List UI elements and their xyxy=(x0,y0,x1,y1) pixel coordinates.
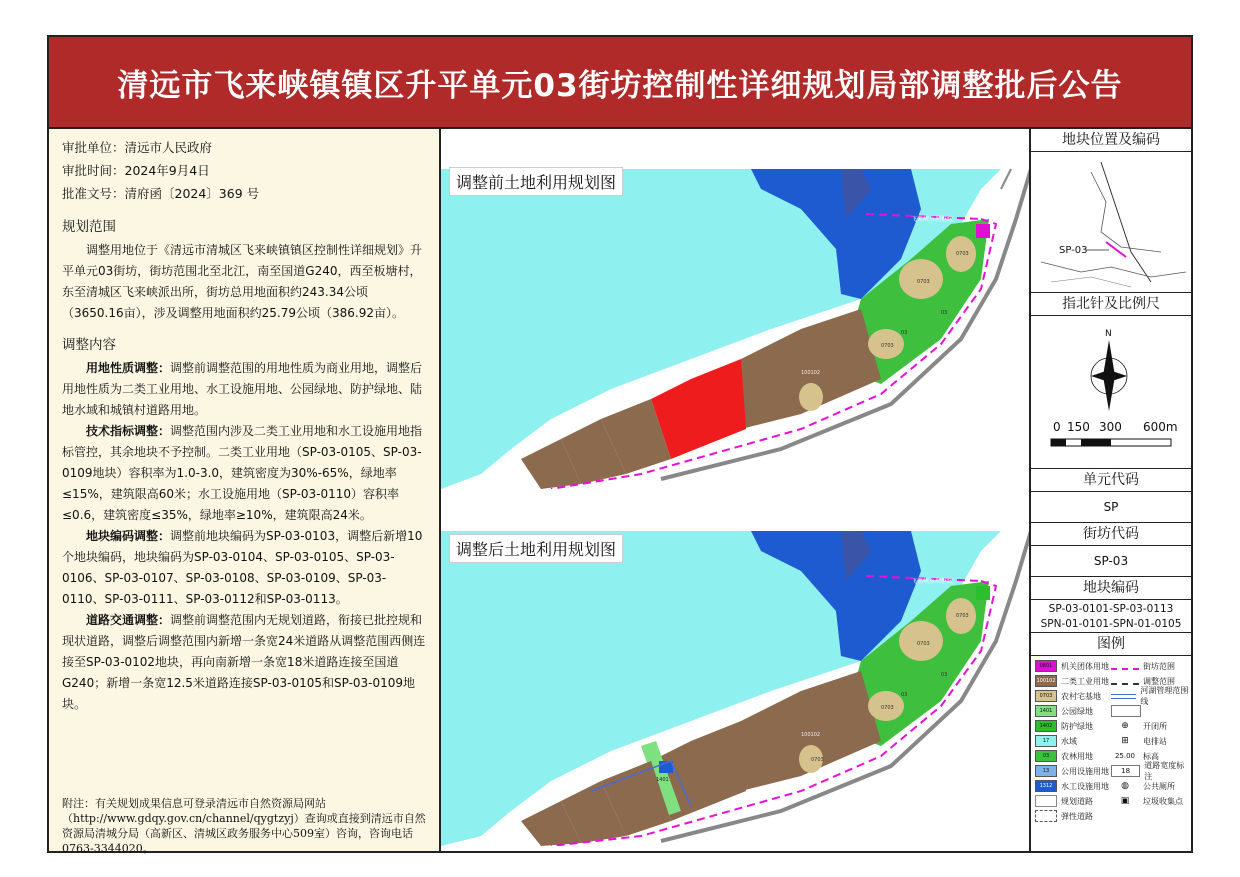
road-width-symbol: 18 xyxy=(1111,765,1140,777)
parcel-codes xyxy=(1031,600,1191,633)
parcel-code: 03 xyxy=(941,310,948,316)
parcel-code: 0703 xyxy=(881,705,894,711)
legend-label: 水工设施用地 xyxy=(1061,781,1109,791)
legend-label: 水域 xyxy=(1061,736,1077,746)
parcel-code: 100102 xyxy=(801,732,821,738)
legend-item xyxy=(1111,686,1191,706)
legend-label: 二类工业用地 xyxy=(1061,676,1109,686)
pump-station-icon: ⊞ xyxy=(1121,736,1129,746)
legend-heading: 图例 xyxy=(1031,633,1191,656)
legend-label: 农林用地 xyxy=(1061,751,1093,761)
north-letter: N xyxy=(1105,329,1112,339)
legend-label: 规划道路 xyxy=(1061,796,1093,806)
approve-date: 审批时间：2024年9月4日 xyxy=(62,163,210,178)
legend-swatch xyxy=(1035,810,1057,822)
legend-swatch: 0801 xyxy=(1035,660,1057,672)
content-item-roads xyxy=(62,610,427,715)
block-heading: 街坊代码 xyxy=(1031,523,1191,546)
before-map-label: 调整前土地利用规划图 xyxy=(449,167,623,196)
legend xyxy=(1031,656,1191,826)
legend-item xyxy=(1035,750,1093,762)
parcel-label-symbol xyxy=(1111,705,1141,717)
content-heading: 调整内容 xyxy=(62,337,116,353)
content-item-text: 调整范围内涉及二类工业用地和水工设施用地指标管控，其余地块不予控制。二类工业用地（SP-03-0105、SP-03-0109地块）容积率为1.0-3.0，建筑密度为30%-65%，绿地率≤15%，建筑限高60米；水工设施用地（SP-03-0110）容积率≤0.6，建筑密度≤35%，绿地率≥10%，建筑限高24米。 xyxy=(62,424,423,522)
switch-station-icon: ⊕ xyxy=(1121,721,1129,731)
legend-item xyxy=(1035,765,1109,777)
unit-code: SP xyxy=(1031,492,1191,523)
reservoir-label: 飞来峡水利枢纽 xyxy=(911,578,954,585)
content-item-label: 技术指标调整： xyxy=(86,424,171,438)
parcel-code: 0703 xyxy=(956,613,969,619)
legend-swatch: 1402 xyxy=(1035,720,1057,732)
doc-number: 批准文号：清府函〔2024〕369 号 xyxy=(62,186,260,201)
parcel-heading: 地块编码 xyxy=(1031,577,1191,600)
location-tag: SP-03 xyxy=(1059,245,1088,256)
content-item-label: 道路交通调整： xyxy=(86,613,171,627)
legend-label: 农村宅基地 xyxy=(1061,691,1101,701)
scope-heading: 规划范围 xyxy=(62,219,116,235)
legend-item xyxy=(1111,705,1145,717)
legend-item xyxy=(1111,720,1167,732)
parcel-code: 0703 xyxy=(956,251,969,257)
legend-label: 公用设施用地 xyxy=(1061,766,1109,776)
content-item-text: 调整前地块编码为SP-03-0103，调整后新增10个地块编码，地块编码为SP-03-0104、SP-03-0105、SP-03-0106、SP-03-0107、SP-03-0108、SP-03-0109、SP-03-0110、SP-03-0111、SP-03-0112和SP-03-0113。 xyxy=(62,529,423,606)
toilet-icon: ◍ xyxy=(1121,781,1129,791)
parcel-code: 03 xyxy=(941,672,948,678)
legend-swatch: 1401 xyxy=(1035,705,1057,717)
legend-item xyxy=(1111,795,1183,807)
north-heading: 指北针及比例尺 xyxy=(1031,293,1191,316)
legend-item xyxy=(1035,810,1093,822)
legend-label: 机关团体用地 xyxy=(1061,661,1109,671)
legend-label: 河湖管理范围线 xyxy=(1140,686,1189,706)
legend-item xyxy=(1035,675,1109,687)
garbage-icon: ▣ xyxy=(1120,796,1130,806)
legend-swatch: 1312 xyxy=(1035,780,1057,792)
reservoir-label: 飞来峡水利枢纽 xyxy=(911,216,954,223)
location-map-svg xyxy=(1031,152,1191,292)
legend-item xyxy=(1035,690,1101,702)
legend-swatch: 100102 xyxy=(1035,675,1057,687)
info-panel xyxy=(49,129,441,855)
parcel-code: 03 xyxy=(901,330,908,336)
content-item-indicators xyxy=(62,421,427,526)
legend-label: 道路宽度标注 xyxy=(1144,761,1185,781)
parcel-code: 0703 xyxy=(881,343,894,349)
legend-item xyxy=(1111,735,1167,747)
right-panel xyxy=(1029,129,1191,851)
content-item-label: 地块编码调整： xyxy=(86,529,171,543)
approver: 审批单位：清远市人民政府 xyxy=(62,140,213,155)
legend-label: 公共厕所 xyxy=(1143,781,1175,791)
block-code: SP-03 xyxy=(1031,546,1191,577)
location-heading: 地块位置及编码 xyxy=(1031,129,1191,152)
content-item-text: 调整前调整范围的用地性质为商业用地，调整后用地性质为二类工业用地、水工设施用地、公园绿地、防护绿地、陆地水域和城镇村道路用地。 xyxy=(62,361,423,417)
legend-swatch: 03 xyxy=(1035,750,1057,762)
legend-item xyxy=(1111,780,1175,792)
legend-label: 调整范围 xyxy=(1143,676,1175,686)
legend-swatch xyxy=(1035,795,1057,807)
legend-label: 公园绿地 xyxy=(1061,706,1093,716)
content-item-codes xyxy=(62,526,427,610)
content-item-landuse xyxy=(62,358,427,421)
parcel-code: 100102 xyxy=(801,370,821,376)
parcel-codes-2: SPN-01-0101-SPN-01-0105 xyxy=(1040,618,1182,630)
content-item-text: 调整前调整范围内无规划道路，衔接已批控规和现状道路，调整后调整范围内新增一条宽24米道路从调整范围西侧连接至SP-03-0102地块，再向南新增一条宽18米道路连接至国道G240；新增一条宽12.5米道路连接SP-03-0105和SP-03-0109地块。 xyxy=(62,613,426,711)
scale-label: 300 xyxy=(1099,420,1122,434)
unit-heading: 单元代码 xyxy=(1031,469,1191,492)
legend-swatch: 0703 xyxy=(1035,690,1057,702)
legend-label: 电排站 xyxy=(1143,736,1167,746)
scale-label: 600m xyxy=(1143,420,1178,434)
scale-label: 0 xyxy=(1053,420,1061,434)
legend-label: 弹性道路 xyxy=(1061,811,1093,821)
footnote: 附注：有关规划成果信息可登录清远市自然资源局网站（http://www.gdqy.gov.cn/channel/qygtzyj）查询或直接到清远市自然资源局清城分局（高新区、清城区政务服务中心509室）咨询，咨询电话0763-3344020。 xyxy=(62,797,426,855)
legend-swatch: 13 xyxy=(1035,765,1057,777)
legend-label: 垃圾收集点 xyxy=(1143,796,1183,806)
parcel-code: 0703 xyxy=(917,641,930,647)
block-boundary-symbol xyxy=(1111,668,1139,670)
elevation-symbol: 25.00 xyxy=(1114,752,1136,760)
legend-item xyxy=(1035,735,1077,747)
legend-item xyxy=(1035,660,1109,672)
legend-label: 街坊范围 xyxy=(1143,661,1175,671)
legend-item xyxy=(1035,705,1093,717)
legend-item xyxy=(1035,795,1093,807)
poster-frame xyxy=(47,35,1193,853)
adjust-boundary-symbol xyxy=(1111,683,1139,685)
page-title: 清远市飞来峡镇镇区升平单元03街坊控制性详细规划局部调整批后公告 xyxy=(117,67,1123,104)
parcel-code: 0703 xyxy=(811,757,824,763)
map-area xyxy=(441,129,1029,851)
north-arrow-icon xyxy=(1031,316,1191,468)
parcel-codes-1: SP-03-0101-SP-03-0113 xyxy=(1048,603,1174,615)
north-scale-box xyxy=(1031,316,1191,469)
legend-label: 标高 xyxy=(1143,751,1159,761)
river-line-symbol xyxy=(1111,694,1136,699)
legend-label: 开闭所 xyxy=(1143,721,1167,731)
location-map xyxy=(1031,152,1191,293)
title-bar xyxy=(49,37,1191,129)
scope-text: 调整用地位于《清远市清城区飞来峡镇镇区控制性详细规划》升平单元03街坊，街坊范围北至北江，南至国道G240，西至板塘村，东至清城区飞来峡派出所，街坊总用地面积约243.34公顷（3650.16亩），涉及调整用地面积约25.79公顷（386.92亩）。 xyxy=(62,243,423,320)
parcel-code: 1401 xyxy=(656,777,669,783)
legend-item xyxy=(1111,761,1191,781)
legend-label: 防护绿地 xyxy=(1061,721,1093,731)
parcel-code: 0703 xyxy=(917,279,930,285)
parcel-code: 03 xyxy=(901,692,908,698)
scale-label: 150 xyxy=(1067,420,1090,434)
legend-swatch: 17 xyxy=(1035,735,1057,747)
content-item-label: 用地性质调整： xyxy=(86,361,171,375)
legend-item xyxy=(1035,780,1109,792)
legend-item xyxy=(1111,660,1175,672)
after-map-label: 调整后土地利用规划图 xyxy=(449,534,623,563)
legend-item xyxy=(1035,720,1093,732)
